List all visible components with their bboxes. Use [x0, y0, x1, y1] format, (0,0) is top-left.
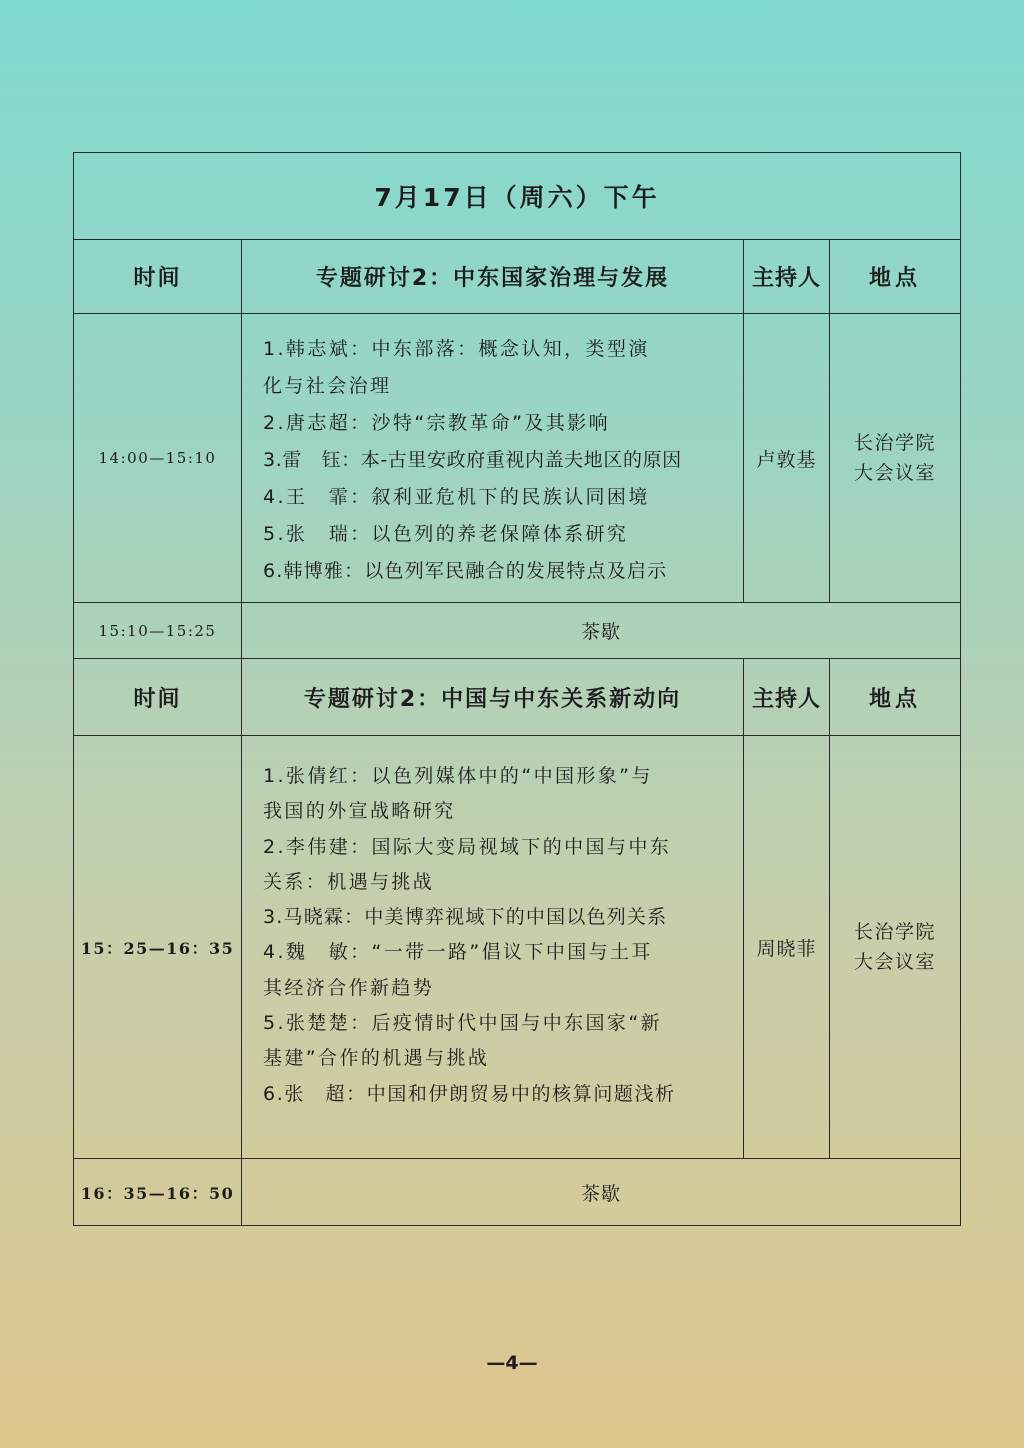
break1-label: 茶歇 [580, 621, 621, 643]
break2-label-cell [241, 1158, 961, 1226]
list-item: 其经济合作新趋势 [263, 976, 435, 999]
session2-topic-list [263, 759, 676, 1112]
header-time: 时间 [133, 266, 182, 291]
session1-time-cell [73, 313, 242, 603]
session1-venue-line1: 长治学院 [853, 432, 936, 454]
session1-venue-line2: 大会议室 [853, 462, 936, 484]
session2-venue-line2: 大会议室 [853, 951, 936, 973]
header-host: 主持人 [751, 686, 821, 712]
list-item: 1.韩志斌：中东部落：概念认知，类型演 [263, 338, 650, 360]
header-topic: 专题研讨2：中国与中东关系新动向 [303, 686, 682, 712]
session2-topics-cell [241, 735, 744, 1159]
header-time-cell [73, 239, 242, 314]
header-host: 主持人 [751, 266, 821, 291]
header-topic-cell [241, 239, 744, 314]
schedule-table [73, 152, 961, 1226]
header-host-cell [743, 239, 830, 314]
list-item: 4.魏 敏：“一带一路”倡议下中国与土耳 [263, 941, 653, 964]
header2-venue-cell [829, 658, 961, 736]
break2-time-cell [73, 1158, 242, 1226]
list-item: 4.王 霏：叙利亚危机下的民族认同困境 [263, 486, 650, 508]
list-item: 关系：机遇与挑战 [263, 870, 435, 893]
list-item: 2.唐志超：沙特“宗教革命”及其影响 [263, 412, 611, 434]
list-item: 化与社会治理 [263, 375, 392, 397]
header-venue: 地点 [868, 686, 921, 712]
session2-host: 周晓菲 [756, 937, 817, 960]
header2-host-cell [743, 658, 830, 736]
list-item: 3.雷 钰：本-古里安政府重视内盖夫地区的原因 [263, 449, 682, 471]
session2-time-cell [73, 735, 242, 1159]
list-item: 1.张倩红：以色列媒体中的“中国形象”与 [263, 765, 653, 787]
list-item: 5.张楚楚：后疫情时代中国与中东国家“新 [263, 1012, 662, 1035]
list-item: 6.张 超：中国和伊朗贸易中的核算问题浅析 [263, 1082, 676, 1105]
break2-label: 茶歇 [580, 1182, 621, 1205]
header2-topic-cell [241, 658, 744, 736]
header-topic: 专题研讨2：中东国家治理与发展 [315, 266, 670, 291]
list-item: 5.张 瑞：以色列的养老保障体系研究 [263, 523, 629, 545]
list-item: 我国的外宣战略研究 [263, 800, 456, 823]
session1-host: 卢敦基 [756, 448, 817, 471]
break1-time-cell [73, 602, 242, 659]
header-venue-cell [829, 239, 961, 314]
session1-topic-list [263, 331, 682, 590]
header2-time-cell [73, 658, 242, 736]
table-title-cell [73, 152, 961, 240]
list-item: 基建”合作的机遇与挑战 [263, 1047, 490, 1070]
session2-venue-line1: 长治学院 [853, 921, 936, 943]
page-number: —4— [486, 1352, 538, 1374]
header-venue: 地点 [868, 266, 921, 291]
header-time: 时间 [133, 686, 182, 712]
list-item: 3.马晓霖：中美博弈视域下的中国以色列关系 [263, 906, 668, 929]
break1-label-cell [241, 602, 961, 659]
list-item: 6.韩博雅：以色列军民融合的发展特点及启示 [263, 560, 668, 582]
session1-time: 14:00—15:10 [98, 449, 217, 467]
session1-topics-cell [241, 313, 744, 603]
session1-host-cell [743, 313, 830, 603]
session2-time: 15：25—16：35 [80, 938, 235, 958]
session2-venue-cell [829, 735, 961, 1159]
break2-time: 16：35—16：50 [80, 1183, 235, 1203]
break1-time: 15:10—15:25 [98, 621, 217, 640]
list-item: 2.李伟建：国际大变局视域下的中国与中东 [263, 835, 672, 858]
table-title: 7月17日（周六）下午 [374, 183, 660, 212]
session2-host-cell [743, 735, 830, 1159]
session1-venue-cell [829, 313, 961, 603]
